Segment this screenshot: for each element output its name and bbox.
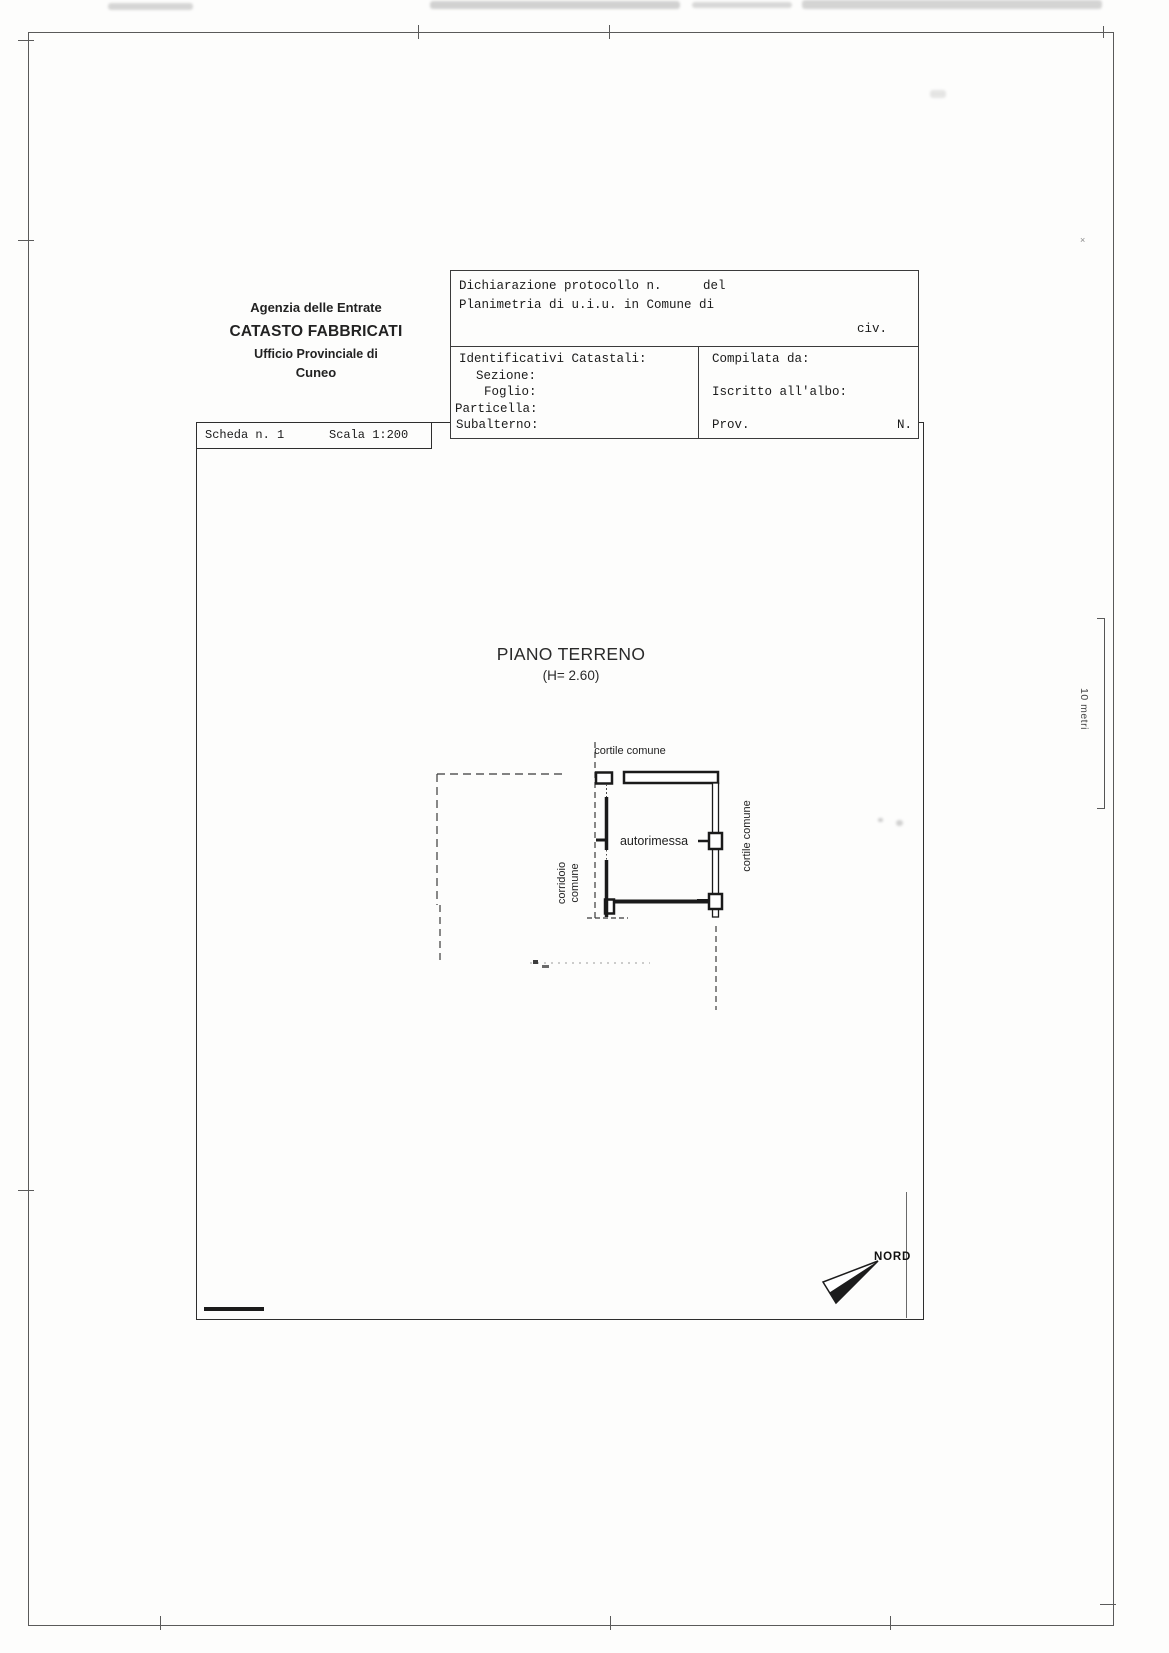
garage-right-pillar (709, 833, 722, 849)
scale-bar-end-tick (1097, 808, 1105, 809)
prov-label: Prov. (712, 418, 750, 432)
crop-mark (18, 40, 34, 41)
crop-mark (18, 240, 34, 241)
corridoio-comune-label (556, 854, 584, 912)
cadastral-id-box (450, 346, 700, 439)
compiler-box (698, 346, 919, 439)
planimetria-label: Planimetria di u.i.u. in Comune di (459, 298, 715, 312)
scan-dark-bar (204, 1307, 264, 1311)
corridoio-line2: comune (569, 863, 581, 903)
crop-mark (18, 1190, 34, 1191)
subalterno-label: Subalterno: (456, 418, 539, 432)
scala-value: Scala 1:200 (329, 428, 409, 442)
scan-speck (533, 960, 538, 964)
crop-mark (890, 1616, 891, 1630)
floor-title: PIANO TERRENO (496, 644, 646, 664)
floor-height-note: (H= 2.60) (542, 668, 600, 683)
scheda-bar (196, 422, 432, 449)
civ-label: civ. (857, 322, 888, 336)
crop-mark (160, 1616, 161, 1630)
crop-mark (610, 1616, 611, 1630)
floor-title-block (471, 644, 671, 683)
catasto-title: CATASTO FABBRICATI (229, 323, 403, 340)
garage-top-wall (624, 772, 718, 783)
foglio-label: Foglio: (484, 385, 537, 399)
del-label: del (703, 279, 726, 293)
particella-label: Particella: (455, 402, 538, 416)
scan-smudge (430, 1, 680, 9)
scan-speck (542, 965, 549, 968)
declaration-label: Dichiarazione protocollo n. (459, 279, 662, 293)
crop-mark (418, 25, 419, 39)
sezione-label: Sezione: (476, 369, 537, 383)
crop-mark (1103, 26, 1104, 38)
office-city: Cuneo (295, 365, 337, 380)
scan-smudge (802, 0, 1102, 9)
scan-smudge (108, 3, 193, 10)
agency-header (196, 296, 436, 381)
compilata-label: Compilata da: (712, 352, 810, 366)
north-arrow (810, 1245, 930, 1315)
office-line: Ufficio Provinciale di (254, 347, 378, 361)
protocol-box (450, 270, 919, 348)
cortile-comune-top-label: cortile comune (594, 745, 666, 757)
cortile-comune-right-label: cortile comune (741, 800, 753, 872)
corridoio-line1: corridoio (556, 861, 568, 905)
crop-mark (609, 25, 610, 39)
scheda-number: Scheda n. 1 (205, 428, 285, 442)
north-label: NORD (874, 1251, 912, 1263)
crop-mark (1100, 1604, 1116, 1605)
scale-bar-label: 10 metri (1078, 688, 1090, 730)
scale-bar-line (1104, 618, 1105, 808)
garage-bottom-right-pillar (709, 894, 722, 909)
n-label: N. (897, 418, 913, 432)
registration-cross-mark: × (1080, 235, 1086, 245)
identificativi-title: Identificativi Catastali: (459, 352, 647, 366)
garage-top-left-pillar (596, 773, 612, 784)
iscritto-label: Iscritto all'albo: (712, 385, 848, 399)
autorimessa-label: autorimessa (619, 834, 689, 848)
scan-smudge (692, 2, 792, 8)
agency-name: Agenzia delle Entrate (250, 300, 382, 315)
scale-bar-end-tick (1097, 618, 1105, 619)
